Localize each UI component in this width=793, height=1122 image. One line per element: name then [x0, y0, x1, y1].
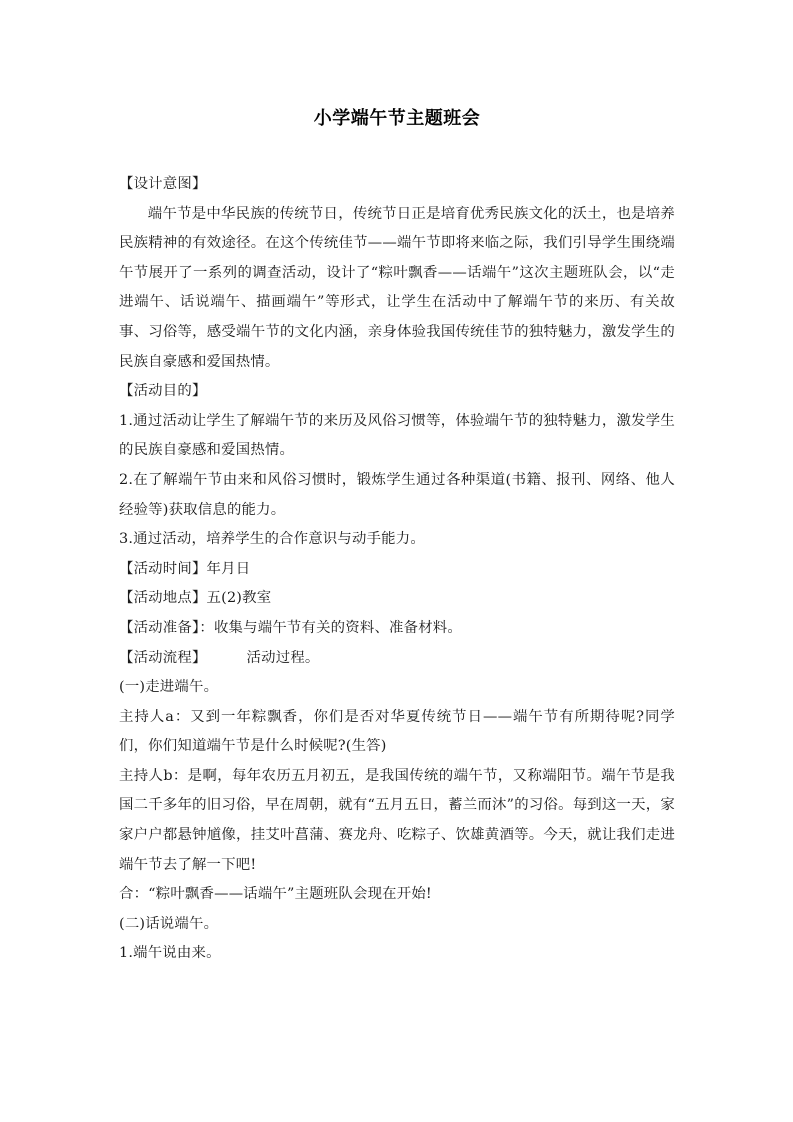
goal-item-2: 2.在了解端午节由来和风俗习惯时，锻炼学生通过各种渠道(书籍、报刊、网络、他人经验等)获取信息的能力。: [119, 471, 675, 518]
activity-flow-label: 【活动流程】: [119, 649, 207, 666]
part1-host-a: 主持人a：又到一年粽飘香，你们是否对华夏传统节日——端午节有所期待呢?同学们，你们知道端午节是什么时候呢?(生答): [119, 708, 675, 755]
part1-heading: (一)走进端午。: [119, 679, 219, 696]
part1-together: 合：“粽叶飘香——话端午”主题班队会现在开始!: [119, 886, 432, 903]
activity-time-label: 【活动时间】: [119, 560, 207, 577]
activity-place: [119, 584, 675, 614]
part1-host-b: 主持人b：是啊，每年农历五月初五，是我国传统的端午节，又称端阳节。端午节是我国二千多年的旧习俗，早在周朝，就有“五月五日，蓄兰而沐”的习俗。每到这一天，家家户户都悬钟馗像，挂艾叶菖蒲、赛龙舟、吃粽子、饮雄黄酒等。今天，就让我们走进端午节去了解一下吧!: [119, 767, 675, 873]
part2-subheading: 1.端午说由来。: [119, 945, 221, 962]
document-title: 小学端午节主题班会: [313, 108, 481, 129]
design-intent-paragraph: 端午节是中华民族的传统节日，传统节日正是培育优秀民族文化的沃土，也是培养民族精神的有效途径。在这个传统佳节——端午节即将来临之际，我们引导学生围绕端午节展开了一系列的调查活动，设计了“粽叶飘香——话端午”这次主题班队会，以“走进端午、话说端午、描画端午”等形式，让学生在活动中了解端午节的来历、有关故事、习俗等，感受端午节的文化内涵，亲身体验我国传统佳节的独特魅力，激发学生的民族自豪感和爱国热情。: [119, 205, 675, 370]
goals-heading: 【活动目的】: [119, 383, 207, 400]
activity-time: [119, 555, 675, 585]
activity-place-label: 【活动地点】: [119, 590, 207, 607]
goal-item-1: 1.通过活动让学生了解端午节的来历及风俗习惯等，体验端午节的独特魅力，激发学生的民族自豪感和爱国热情。: [119, 412, 675, 459]
activity-flow-value: 活动过程。: [246, 649, 320, 666]
activity-preparation-value: ：收集与端午节有关的资料、准备材料。: [199, 619, 462, 636]
design-intent-heading: 【设计意图】: [119, 176, 207, 192]
activity-place-value: 五(2)教室: [206, 590, 272, 607]
activity-preparation: [119, 614, 675, 644]
goal-item-3: 3.通过活动，培养学生的合作意识与动手能力。: [119, 531, 425, 548]
activity-flow: [119, 644, 675, 674]
activity-preparation-label: 【活动准备】: [119, 619, 200, 636]
document-body: [119, 170, 675, 969]
part2-heading: (二)话说端午。: [119, 915, 219, 932]
activity-time-value: 年月日: [206, 560, 251, 577]
